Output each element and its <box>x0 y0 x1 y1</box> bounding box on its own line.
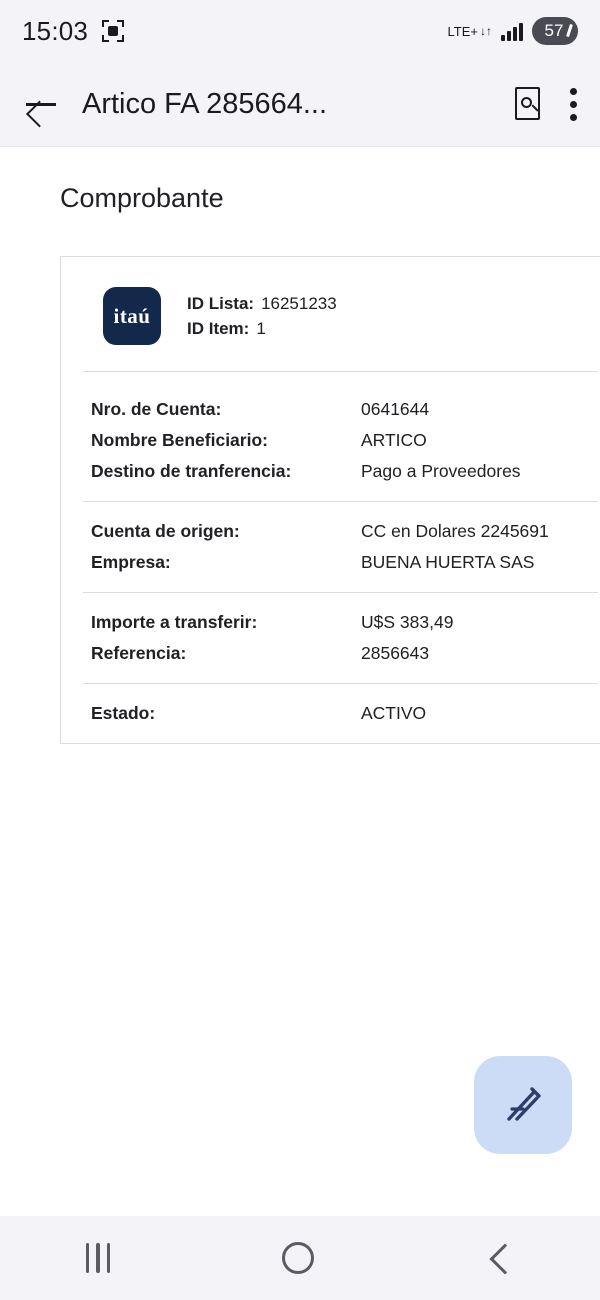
row-value: 2856643 <box>361 643 430 663</box>
row-value: 0641644 <box>361 399 430 419</box>
itau-logo-text: itaú <box>113 303 151 328</box>
table-row <box>61 638 600 669</box>
table-row <box>61 394 600 425</box>
row-label: Importe a transferir: <box>91 612 258 632</box>
signal-bars-icon <box>501 21 523 41</box>
row-label: Nro. de Cuenta: <box>91 399 222 419</box>
network-type-indicator <box>447 23 492 39</box>
section-heading: Comprobante <box>60 183 224 213</box>
table-row <box>61 425 600 456</box>
receipt-card <box>60 256 600 744</box>
table-row <box>61 698 600 729</box>
app-bar-actions <box>512 86 578 122</box>
detail-group-status <box>61 684 600 743</box>
more-options-icon[interactable] <box>570 88 578 121</box>
page-title: Artico FA 285664... <box>82 87 328 120</box>
document-content <box>0 146 600 1216</box>
table-row <box>61 547 600 578</box>
data-transfer-arrows: ↓↑ <box>480 23 492 38</box>
row-value: CC en Dolares 2245691 <box>361 521 549 541</box>
status-clock: 15:03 <box>22 15 89 46</box>
row-label: Estado: <box>91 703 156 723</box>
table-row <box>61 607 600 638</box>
id-item-label: ID Item: <box>187 319 250 338</box>
detail-group-beneficiary <box>61 372 600 501</box>
document-search-icon[interactable] <box>512 86 544 122</box>
status-bar-left <box>22 16 124 47</box>
row-value: ARTICO <box>361 430 427 450</box>
status-bar-right <box>448 17 578 45</box>
identifier-block <box>187 287 337 341</box>
receipt-card-header <box>61 257 600 371</box>
home-icon[interactable] <box>282 1242 314 1274</box>
detail-group-amount <box>61 593 600 683</box>
table-row <box>61 516 600 547</box>
row-label: Referencia: <box>91 643 187 663</box>
itau-logo <box>103 287 161 345</box>
battery-level-label: 57 <box>544 21 564 40</box>
nav-back-icon[interactable] <box>486 1244 514 1272</box>
table-row <box>61 456 600 487</box>
network-type-label: LTE+ <box>447 23 478 39</box>
detail-group-origin <box>61 502 600 592</box>
back-arrow-icon[interactable] <box>22 85 60 123</box>
status-badge: ACTIVO <box>361 703 427 723</box>
list-item <box>187 291 337 316</box>
row-value: Pago a Proveedores <box>361 461 521 481</box>
row-label: Cuenta de origen: <box>91 521 240 541</box>
id-lista-label: ID Lista: <box>187 294 255 313</box>
battery-indicator <box>532 17 578 45</box>
row-value: BUENA HUERTA SAS <box>361 552 535 572</box>
id-item-value: 1 <box>256 319 266 338</box>
list-item <box>187 316 337 341</box>
magic-edit-pen-icon[interactable] <box>474 1056 572 1154</box>
screen-cast-icon <box>102 20 124 42</box>
row-label: Destino de tranferencia: <box>91 461 292 481</box>
row-value: U$S 383,49 <box>361 612 454 632</box>
row-label: Empresa: <box>91 552 171 572</box>
id-lista-value: 16251233 <box>261 294 337 313</box>
row-label: Nombre Beneficiario: <box>91 430 268 450</box>
system-nav-bar <box>0 1216 600 1300</box>
recent-apps-icon[interactable] <box>86 1243 111 1273</box>
app-bar <box>0 62 600 146</box>
status-bar <box>0 0 600 62</box>
